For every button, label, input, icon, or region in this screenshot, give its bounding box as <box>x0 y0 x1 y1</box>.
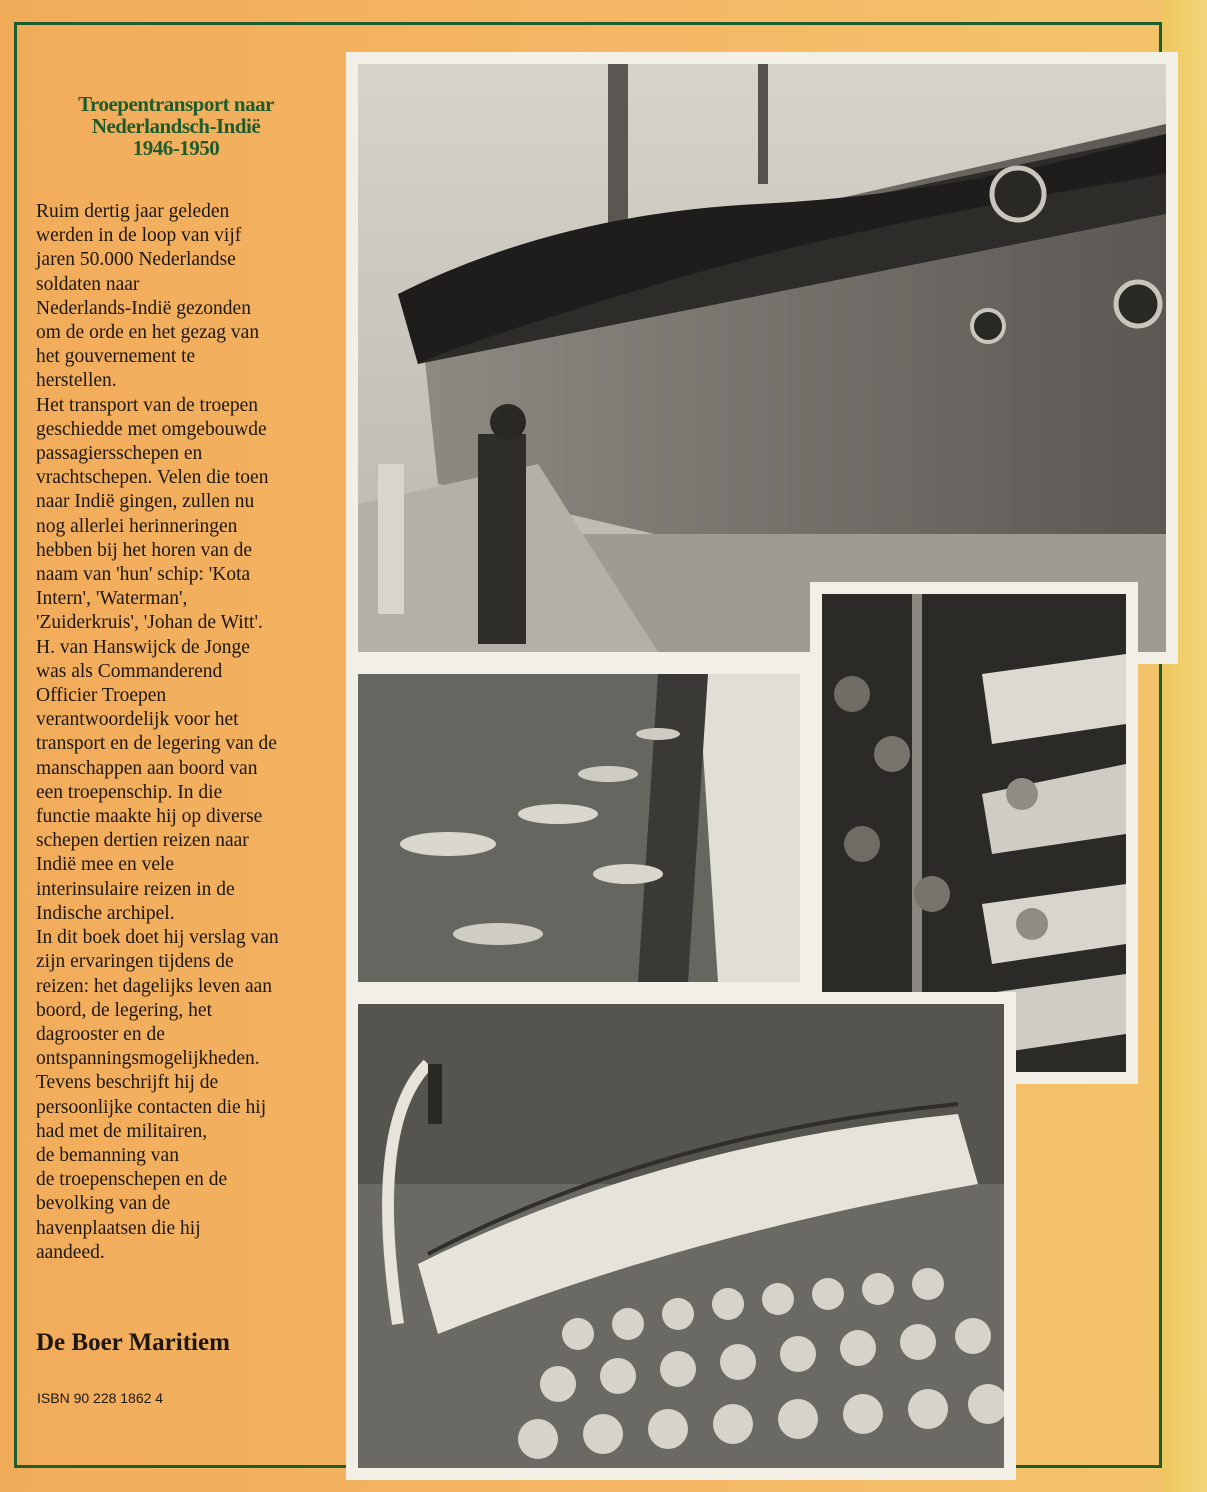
blurb-line: dagrooster en de <box>36 1023 165 1045</box>
photo-boats-alongside <box>346 662 812 994</box>
lifeboat-image <box>358 1004 1004 1468</box>
blurb-line: passagiersschepen en <box>36 443 203 465</box>
blurb-line: ontspanningsmogelijkheden. <box>36 1048 260 1070</box>
blurb-line: was als Commanderend <box>36 660 223 682</box>
boats-image <box>358 674 800 982</box>
blurb-line: een troepenschip. In die <box>36 781 223 803</box>
blurb-line: het gouvernement te <box>36 346 196 368</box>
blurb-line: soldaten naar <box>36 273 140 295</box>
blurb-line: Indische archipel. <box>36 902 175 924</box>
title-line: 1946-1950 <box>132 136 220 160</box>
blurb-line: Tevens beschrijft hij de <box>36 1072 219 1094</box>
blurb-line: 'Zuiderkruis', 'Johan de Witt'. <box>36 612 263 634</box>
blurb-line: reizen: het dagelijks leven aan <box>36 975 273 997</box>
blurb-line: werden in de loop van vijf <box>36 225 242 247</box>
isbn: ISBN 90 228 1862 4 <box>37 1390 164 1406</box>
blurb-line: manschappen aan boord van <box>36 757 258 779</box>
blurb-line: Het transport van de troepen <box>36 394 259 416</box>
blurb-line: verantwoordelijk voor het <box>36 709 239 731</box>
blurb-line: In dit boek doet hij verslag van <box>36 927 279 949</box>
blurb-line: vrachtschepen. Velen die toen <box>36 467 269 489</box>
blurb-line: naar Indië gingen, zullen nu <box>36 491 255 513</box>
blurb-line: Nederlands-Indië gezonden <box>36 297 251 319</box>
blurb-line: de bemanning van <box>36 1144 179 1166</box>
blurb-line: transport en de legering van de <box>36 733 277 755</box>
blurb-line: boord, de legering, het <box>36 999 212 1021</box>
blurb-line: interinsulaire reizen in de <box>36 878 235 900</box>
blurb-line: zijn ervaringen tijdens de <box>36 951 234 973</box>
blurb-line: had met de militairen, <box>36 1120 208 1142</box>
blurb-line: de troepenschepen en de <box>36 1169 228 1191</box>
blurb-line: bevolking van de <box>36 1193 171 1215</box>
troopship-image <box>358 64 1166 652</box>
blurb-line: Indië mee en vele <box>36 854 175 876</box>
blurb-line: Ruim dertig jaar geleden <box>36 201 230 222</box>
photo-lifeboat-deck <box>346 992 1016 1480</box>
blurb-line: herstellen. <box>36 370 117 392</box>
blurb-line: functie maakte hij op diverse <box>36 806 263 828</box>
blurb-line: jaren 50.000 Nederlandse <box>36 249 236 271</box>
publisher-name: De Boer Maritiem <box>36 1329 230 1356</box>
title-line: Nederlandsch-Indië <box>91 114 261 138</box>
title-line: Troepentransport naar <box>78 92 274 116</box>
blurb-line: geschiedde met omgebouwde <box>36 418 267 440</box>
blurb-line: om de orde en het gezag van <box>36 322 260 344</box>
blurb-line: havenplaatsen die hij <box>36 1217 201 1239</box>
blurb-line: aandeed. <box>36 1241 105 1263</box>
blurb-line: schepen dertien reizen naar <box>36 830 249 852</box>
book-title <box>26 93 326 159</box>
blurb-line: hebben bij het horen van de <box>36 539 253 561</box>
blurb-line: Intern', 'Waterman', <box>36 588 188 610</box>
blurb-line: H. van Hanswijck de Jonge <box>36 636 250 658</box>
blurb-line: persoonlijke contacten die hij <box>36 1096 267 1118</box>
photo-troopship-quay <box>346 52 1178 664</box>
blurb-line: Officier Troepen <box>36 685 167 707</box>
blurb-text <box>36 200 336 1265</box>
blurb-line: nog allerlei herinneringen <box>36 515 238 537</box>
blurb-line: naam van 'hun' schip: 'Kota <box>36 564 251 586</box>
